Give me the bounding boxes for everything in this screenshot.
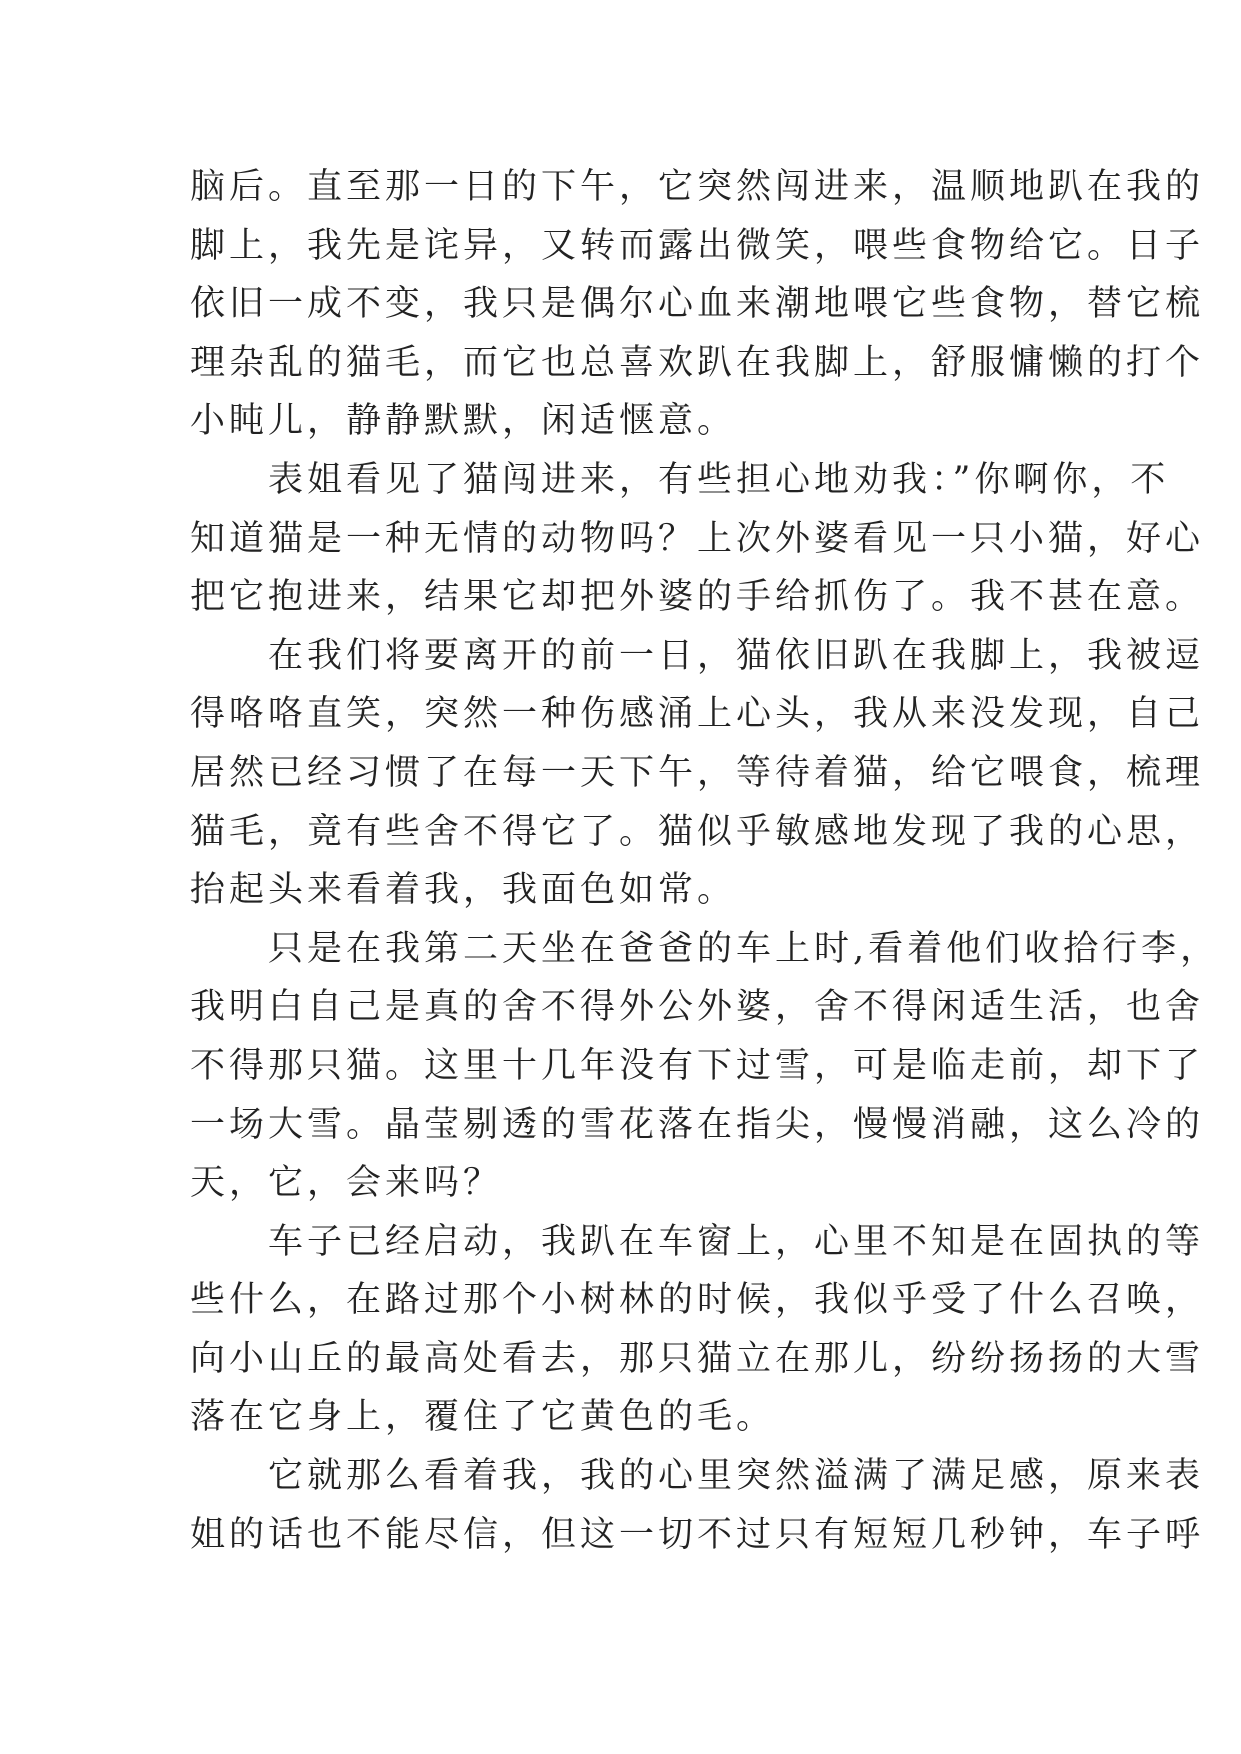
text-line: 抬起头来看着我，我面色如常。 <box>190 870 737 911</box>
text-line: 些什么，在路过那个小树林的时候，我似乎受了什么召唤， <box>190 1280 1205 1321</box>
text-line: 在我们将要离开的前一日，猫依旧趴在我脚上，我被逗 <box>190 635 1205 676</box>
text-line: 理杂乱的猫毛，而它也总喜欢趴在我脚上，舒服慵懒的打个 <box>190 342 1205 383</box>
text-line: 知道猫是一种无情的动物吗？上次外婆看见一只小猫，好心 <box>190 518 1205 559</box>
text-line: 向小山丘的最高处看去，那只猫立在那儿，纷纷扬扬的大雪 <box>190 1338 1205 1379</box>
text-line: 它就那么看着我，我的心里突然溢满了满足感，原来表 <box>190 1456 1205 1497</box>
text-line: 表姐看见了猫闯进来，有些担心地劝我：”你啊你，不 <box>190 459 1170 500</box>
text-line: 猫毛，竟有些舍不得它了。猫似乎敏感地发现了我的心思， <box>190 811 1205 852</box>
text-line: 得咯咯直笑，突然一种伤感涌上心头，我从来没发现，自己 <box>190 694 1205 735</box>
text-line: 落在它身上，覆住了它黄色的毛。 <box>190 1397 776 1438</box>
text-line: 把它抱进来，结果它却把外婆的手给抓伤了。我不甚在意。 <box>190 577 1205 618</box>
text-line: 我明白自己是真的舍不得外公外婆，舍不得闲适生活，也舍 <box>190 987 1205 1028</box>
text-line: 一场大雪。晶莹剔透的雪花落在指尖，慢慢消融，这么冷的 <box>190 1104 1205 1145</box>
text-line: 小盹儿，静静默默，闲适惬意。 <box>190 401 737 442</box>
text-line: 脑后。直至那一日的下午，它突然闯进来，温顺地趴在我的 <box>190 167 1205 207</box>
text-line: 车子已经启动，我趴在车窗上，心里不知是在固执的等 <box>190 1221 1205 1262</box>
body-text <box>190 158 1220 1564</box>
text-line: 居然已经习惯了在每一天下午，等待着猫，给它喂食，梳理 <box>190 752 1205 793</box>
text-line: 姐的话也不能尽信，但这一切不过只有短短几秒钟，车子呼 <box>190 1514 1205 1555</box>
text-line: 依旧一成不变，我只是偶尔心血来潮地喂它些食物，替它梳 <box>190 284 1205 325</box>
text-line: 不得那只猫。这里十几年没有下过雪，可是临走前，却下了 <box>190 1045 1205 1086</box>
text-line: 脚上，我先是诧异，又转而露出微笑，喂些食物给它。日子 <box>190 225 1205 266</box>
text-line: 只是在我第二天坐在爸爸的车上时,看着他们收拾行李， <box>190 928 1220 969</box>
text-line: 天，它，会来吗？ <box>190 1163 503 1204</box>
